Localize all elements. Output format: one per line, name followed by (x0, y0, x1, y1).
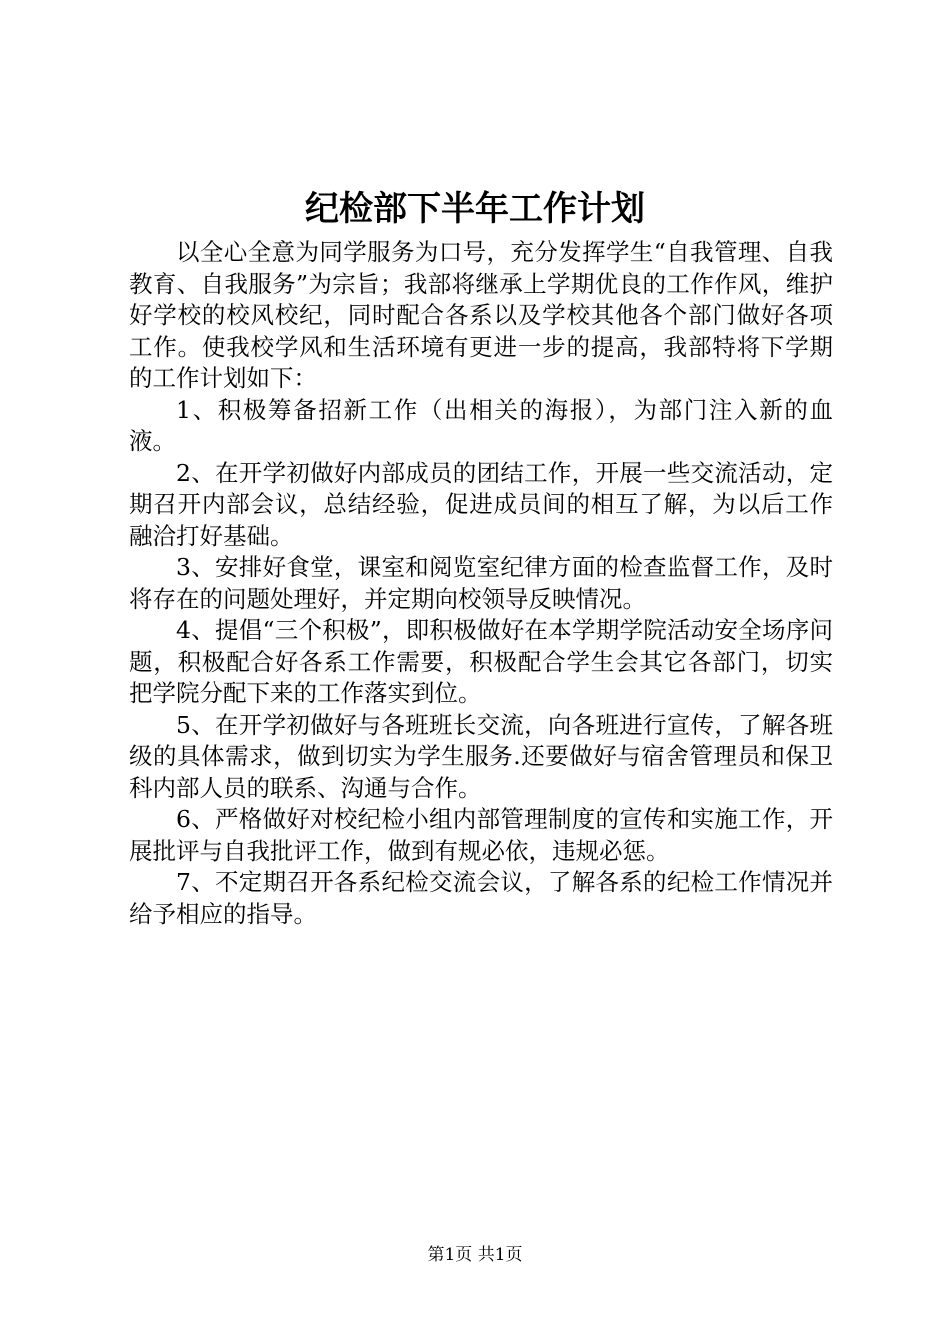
plan-item-1: 1、积极筹备招新工作（出相关的海报），为部门注入新的血液。 (129, 395, 833, 455)
plan-item-6: 6、严格做好对校纪检小组内部管理制度的宣传和实施工作，开展批评与自我批评工作，做到有规必依，违规必惩。 (129, 805, 833, 865)
plan-item-3: 3、安排好食堂，课室和阅览室纪律方面的检查监督工作，及时将存在的问题处理好，并定期向校领导反映情况。 (129, 553, 833, 613)
intro-paragraph: 以全心全意为同学服务为口号，充分发挥学生“自我管理、自我教育、自我服务”为宗旨；我部将继承上学期优良的工作作风，维护好学校的校风校纪，同时配合各系以及学校其他各个部门做好各项工作。使我校学风和生活环境有更进一步的提高，我部特将下学期的工作计划如下： (129, 238, 833, 392)
document-body (129, 237, 833, 930)
page-footer: 第1页 共1页 (427, 1245, 523, 1265)
document-title: 纪检部下半年工作计划 (305, 189, 645, 229)
plan-item-2: 2、在开学初做好内部成员的团结工作，开展一些交流活动，定期召开内部会议，总结经验，促进成员间的相互了解，为以后工作融洽打好基础。 (129, 458, 833, 550)
plan-item-5: 5、在开学初做好与各班班长交流，向各班进行宣传，了解各班级的具体需求，做到切实为学生服务.还要做好与宿舍管理员和保卫科内部人员的联系、沟通与合作。 (129, 710, 833, 802)
plan-item-7: 7、不定期召开各系纪检交流会议，了解各系的纪检工作情况并给予相应的指导。 (129, 868, 833, 928)
plan-item-4: 4、提倡“三个积极”，即积极做好在本学期学院活动安全场序问题，积极配合好各系工作需要，积极配合学生会其它各部门，切实把学院分配下来的工作落实到位。 (129, 616, 833, 707)
